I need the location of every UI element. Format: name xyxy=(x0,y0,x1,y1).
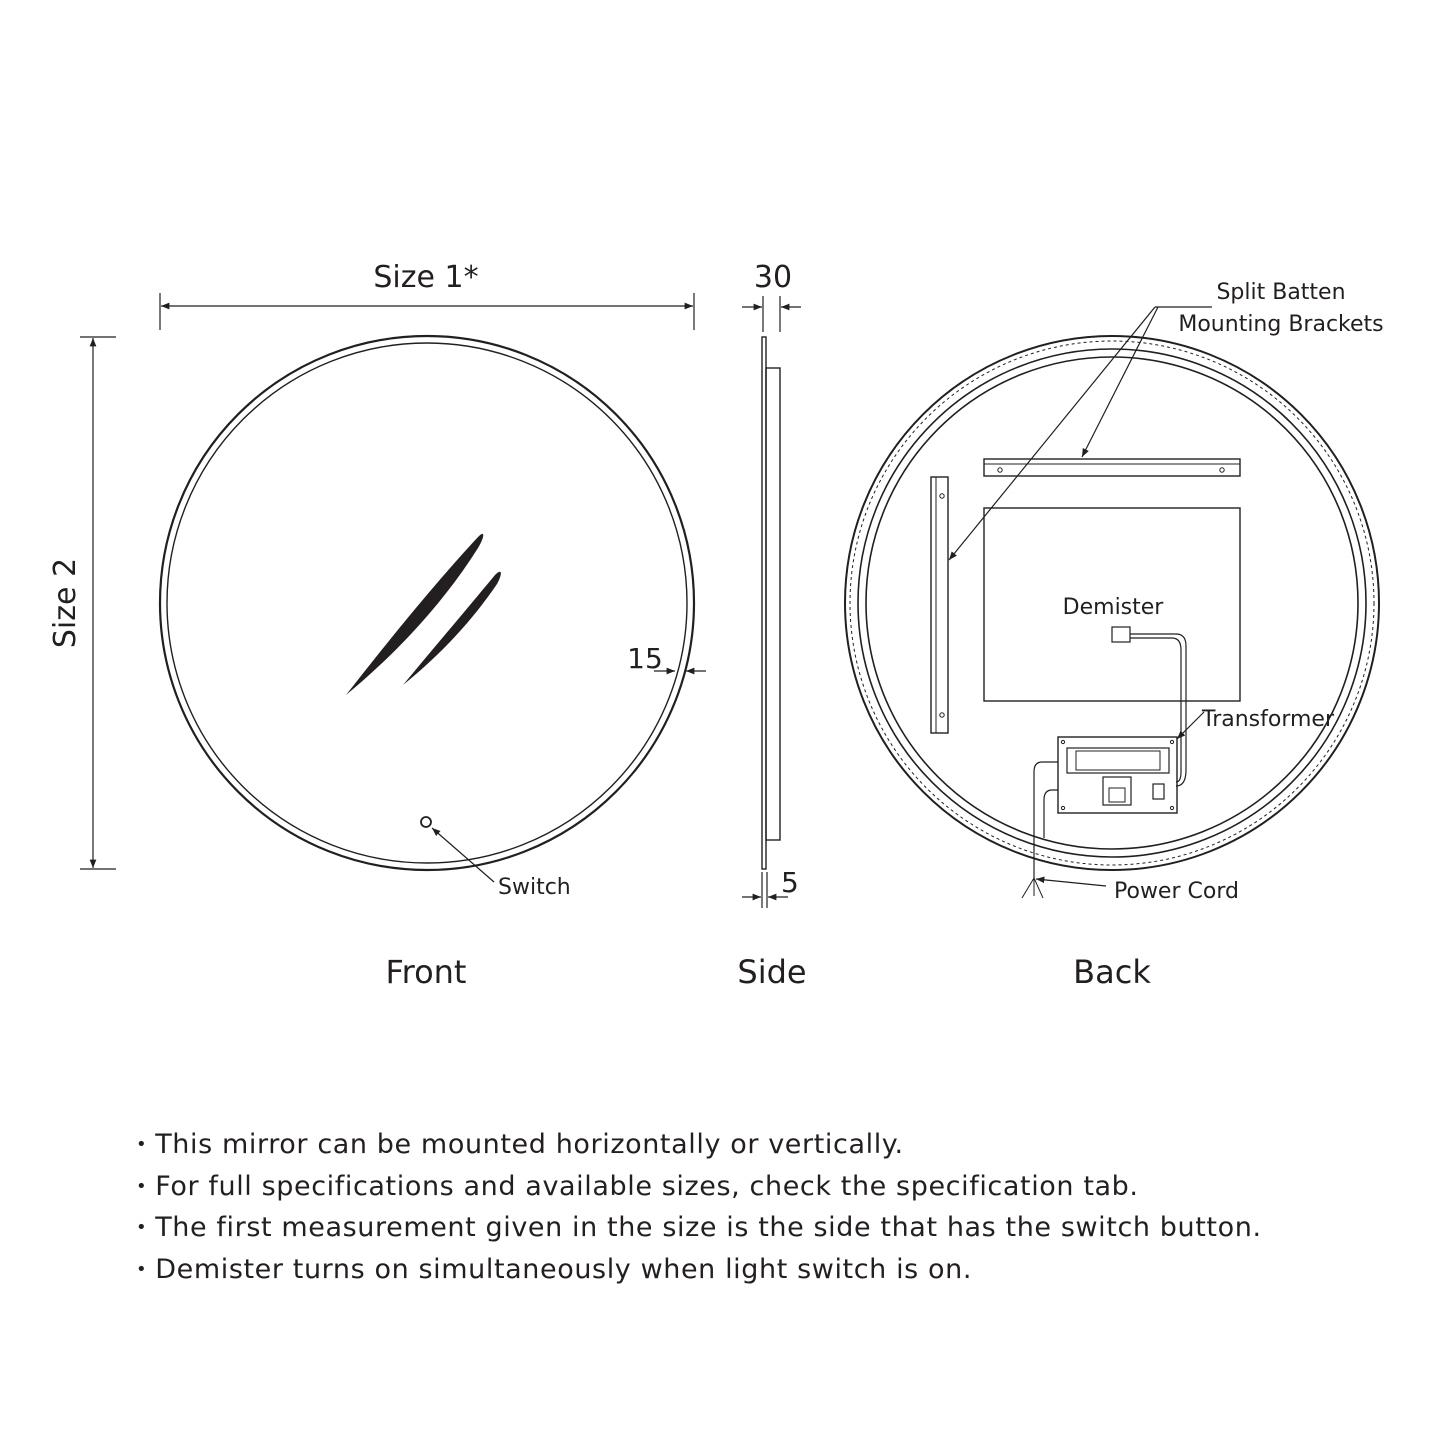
screw-hole-icon xyxy=(1061,806,1064,809)
transformer-socket-inner xyxy=(1109,788,1125,802)
note-item: • The first measurement given in the size is the side that has the switch button. xyxy=(136,1209,1262,1251)
demister-wire xyxy=(1130,638,1181,782)
screw-hole-icon xyxy=(1061,740,1064,743)
brackets-label-line2: Mounting Brackets xyxy=(1178,312,1384,337)
power-cord xyxy=(1044,790,1058,838)
note-item: • For full specifications and available sizes, check the specification tab. xyxy=(136,1168,1262,1210)
switch-label: Switch xyxy=(498,875,571,900)
screw-hole-icon xyxy=(1170,806,1173,809)
batten-bracket-vertical xyxy=(931,477,948,733)
screw-hole-icon xyxy=(1220,468,1224,472)
note-item: • This mirror can be mounted horizontally or vertically. xyxy=(136,1126,1262,1168)
glass-dim-label: 5 xyxy=(781,866,799,899)
brackets-label-line1: Split Batten xyxy=(1216,280,1346,305)
note-item: • Demister turns on simultaneously when light switch is on. xyxy=(136,1251,1262,1293)
front-view xyxy=(80,293,706,882)
transformer-socket xyxy=(1103,777,1131,805)
size2-label: Size 2 xyxy=(48,557,83,649)
side-view-title: Side xyxy=(737,953,807,991)
batten-bracket-horizontal xyxy=(984,459,1240,476)
depth-dim-label: 30 xyxy=(753,260,793,295)
transformer-fuse xyxy=(1153,784,1164,799)
switch-leader-line xyxy=(432,828,494,882)
demister-connector xyxy=(1112,627,1130,642)
transformer-terminal-inner xyxy=(1076,751,1160,770)
transformer-terminal-block xyxy=(1067,748,1169,773)
back-view-title: Back xyxy=(1073,953,1151,991)
screw-hole-icon xyxy=(1170,740,1173,743)
power-cord-end xyxy=(1022,878,1043,898)
power-cord-label: Power Cord xyxy=(1114,879,1239,904)
notes-list xyxy=(136,1126,1262,1292)
front-view-title: Front xyxy=(385,953,467,991)
side-frame-body xyxy=(766,368,780,840)
border-dim-label: 15 xyxy=(627,642,663,675)
power-cord-leader-line xyxy=(1036,879,1106,886)
side-view xyxy=(742,296,801,908)
power-cord xyxy=(1034,762,1058,878)
transformer-label: Transformer xyxy=(1202,707,1335,732)
screw-hole-icon xyxy=(940,713,944,717)
screw-hole-icon xyxy=(940,494,944,498)
reflection-streak-icon xyxy=(403,572,501,685)
screw-hole-icon xyxy=(998,468,1002,472)
size1-label: Size 1* xyxy=(373,260,479,295)
switch-icon xyxy=(421,817,431,827)
demister-label: Demister xyxy=(1062,595,1164,620)
brackets-leader-line-side xyxy=(949,307,1155,560)
